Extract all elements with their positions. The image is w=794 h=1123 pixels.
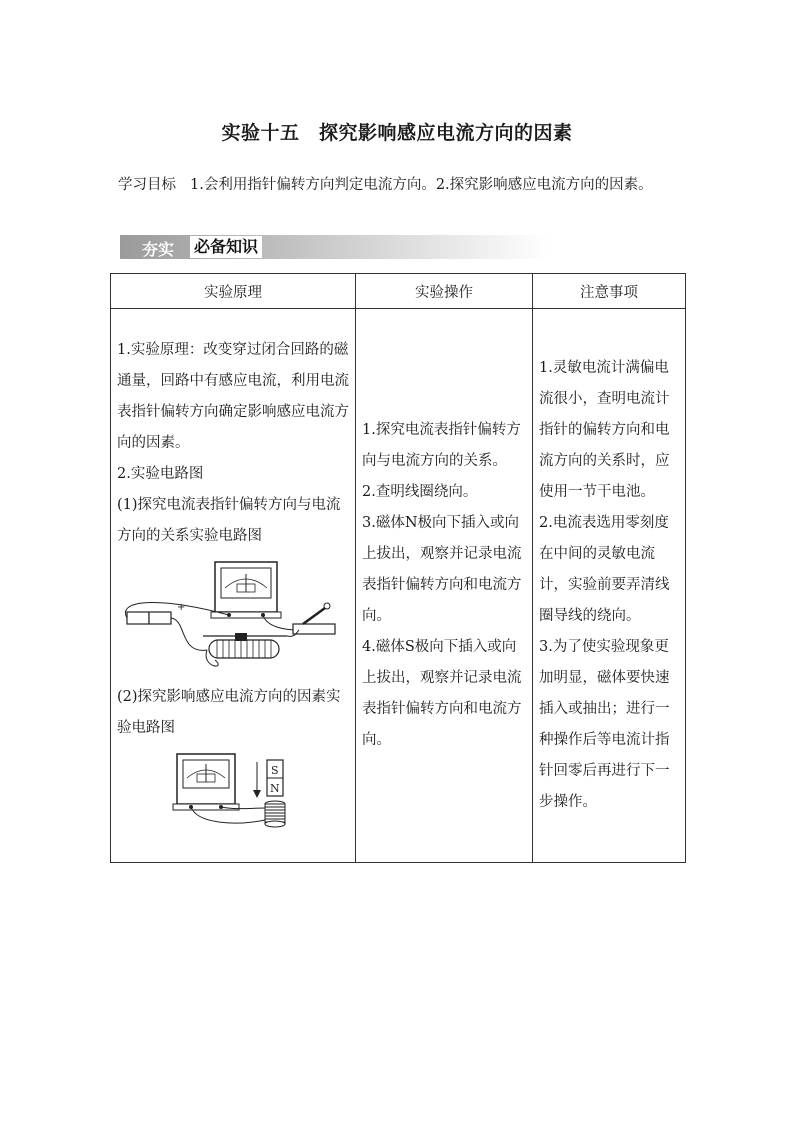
- goals-label: 学习目标: [118, 177, 176, 193]
- principle-line-1: 1.实验原理：改变穿过闭合回路的磁通量，回路中有感应电流，利用电流表指针偏转方向确定影响感应电流方向的因素。: [117, 342, 349, 451]
- notes-item-1: 1.灵敏电流计满偏电流很小，查明电流计指针的偏转方向和电流方向的关系时，应使用一节干电池。: [539, 360, 670, 500]
- principle-cell: [111, 309, 356, 863]
- operation-item-1: 1.探究电流表指针偏转方向与电流方向的关系。: [362, 422, 521, 469]
- header-principle: 实验原理: [111, 274, 356, 309]
- circuit-diagram-2: [117, 750, 349, 830]
- header-notes: 注意事项: [533, 274, 686, 309]
- header-operation: 实验操作: [356, 274, 533, 309]
- operation-cell: [356, 309, 533, 863]
- banner-part1: 夯实: [142, 240, 175, 259]
- notes-cell: [533, 309, 686, 863]
- page-title: 实验十五 探究影响感应电流方向的因素: [221, 122, 573, 144]
- notes-item-3: 3.为了使实验现象更加明显，磁体要快速插入或抽出；进行一种操作后等电流计指针回零后再进行下一步操作。: [539, 639, 670, 810]
- section-banner: [120, 235, 550, 259]
- experiment-table: [110, 273, 686, 863]
- table-header-row: [111, 274, 686, 309]
- principle-line-4: (2)探究影响感应电流方向的因素实验电路图: [117, 689, 341, 736]
- operation-item-4: 4.磁体S极向下插入或向上拔出，观察并记录电流表指针偏转方向和电流方向。: [362, 639, 522, 748]
- operation-item-2: 2.查明线圈绕向。: [362, 484, 478, 500]
- magnet-n-label: N: [270, 782, 280, 795]
- notes-item-2: 2.电流表选用零刻度在中间的灵敏电流计，实验前要弄清线圈导线的绕向。: [539, 515, 670, 624]
- circuit-diagram-1: [117, 558, 349, 676]
- magnet-s-label: S: [271, 764, 279, 777]
- banner-part2: 必备知识: [190, 236, 262, 258]
- goals-text: 1.会利用指针偏转方向判定电流方向。2.探究影响感应电流方向的因素。: [190, 177, 653, 193]
- plus-sign: +: [177, 602, 186, 613]
- principle-line-2: 2.实验电路图: [117, 466, 204, 482]
- operation-item-3: 3.磁体N极向下插入或向上拔出，观察并记录电流表指针偏转方向和电流方向。: [362, 515, 522, 624]
- table-body-row: [111, 309, 686, 863]
- principle-line-3: (1)探究电流表指针偏转方向与电流方向的关系实验电路图: [117, 497, 341, 544]
- learning-goals: [118, 170, 684, 200]
